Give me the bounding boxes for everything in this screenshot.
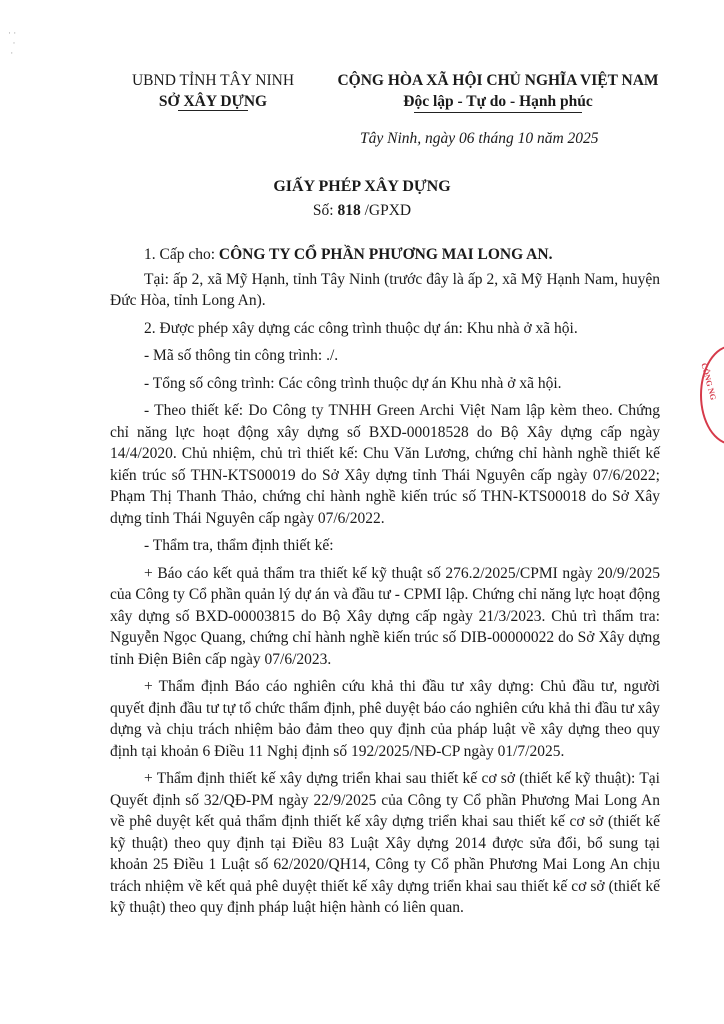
document-number <box>0 202 724 220</box>
company-name: CÔNG TY CỔ PHẦN PHƯƠNG MAI LONG AN. <box>218 246 553 263</box>
paragraph-technical-design-appraisal: + Thẩm định thiết kế xây dựng triển khai sau thiết kế cơ sở (thiết kế kỹ thuật): Tại Quyết định số 32/QĐ-PM ngày 22/9/2025 của Công ty Cổ phần Phương Mai Long An về phê duyệt kết quả thẩm định thiết kế xây dựng triển khai sau thiết kế cơ sở (thiết kế kỹ thuật) theo quy định tại Điều 83 Luật Xây dựng 2014 được sửa đổi, bổ sung tại khoản 25 Điều 1 Luật số 62/2020/QH14, Công ty Cổ phần Phương Mai Long An chịu trách nhiệm về kết quả phê duyệt thiết kế xây dựng triển khai sau thiết kế cơ sở (thiết kế kỹ thuật) theo quy định pháp luật hiện hành có liên quan. <box>110 770 660 916</box>
paragraph-permission: 2. Được phép xây dựng các công trình thuộc dự án: Khu nhà ở xã hội. <box>144 319 578 337</box>
department-name: SỞ XÂY DỰNG <box>158 93 268 110</box>
document-body <box>110 244 660 925</box>
paragraph-issued-to <box>110 244 660 266</box>
paragraph-feasibility-appraisal: + Thẩm định Báo cáo nghiên cứu khả thi đầu tư xây dựng: Chủ đầu tư, người quyết định đầu tư tự tổ chức thẩm định, phê duyệt báo cáo nghiên cứu khả thi đầu tư xây dựng và chịu trách nhiệm bảo đảm theo quy định của pháp luật về xây dựng theo quy định tại khoản 6 Điều 11 Nghị định số 192/2025/NĐ-CP ngày 01/7/2025. <box>110 678 660 760</box>
country-name: CỘNG HÒA XÃ HỘI CHỦ NGHĨA VIỆT NAM <box>337 72 659 89</box>
issue-date: Tây Ninh, ngày 06 tháng 10 năm 2025 <box>360 130 599 147</box>
paragraph-verification-report: + Báo cáo kết quả thẩm tra thiết kế kỹ thuật số 276.2/2025/CPMI ngày 20/9/2025 của Công ty Cổ phần quản lý dự án và đầu tư - CPMI lập. Chứng chỉ năng lực hoạt động xây dựng số BXD-00003815 do Bộ Xây dựng cấp ngày 21/3/2023. Chủ trì thẩm tra: Nguyễn Ngọc Quang, chứng chỉ hành nghề kiến trúc số DIB-00000022 do Sở Xây dựng tỉnh Điện Biên cấp ngày 07/6/2023. <box>110 564 660 668</box>
national-header <box>318 70 678 113</box>
issued-to-label: 1. Cấp cho: <box>144 246 219 263</box>
number-suffix: /GPXD <box>360 202 412 219</box>
document-title: GIẤY PHÉP XÂY DỰNG <box>273 178 451 195</box>
national-motto: Độc lập - Tự do - Hạnh phúc <box>403 93 593 110</box>
number-value: 818 <box>337 202 361 219</box>
paragraph-design: - Theo thiết kế: Do Công ty TNHH Green Archi Việt Nam lập kèm theo. Chứng chỉ năng lực hoạt động xây dựng số BXD-00018528 do Bộ Xây dựng cấp ngày 14/4/2020. Chủ nhiệm, chủ trì thiết kế: Chu Văn Lương, chứng chỉ hành nghề thiết kế kiến trúc số THN-KTS00019 do Sở Xây dựng tỉnh Thái Nguyên cấp ngày 07/6/2022; Phạm Thị Thanh Thảo, chứng chỉ hành nghề kiến trúc số THN-KTS00018 do Sở Xây dựng tỉnh Thái Nguyên cấp ngày 07/6/2022. <box>110 402 660 527</box>
issuing-authority <box>108 70 318 111</box>
paragraph-appraisal-heading: - Thẩm tra, thẩm định thiết kế: <box>144 537 334 554</box>
motto-underline <box>414 112 582 113</box>
paragraph-project-code: - Mã số thông tin công trình: ./. <box>144 347 339 364</box>
scan-speckles: · · · · <box>8 28 17 58</box>
seal-text: CÔNG NG <box>699 362 718 402</box>
paragraph-total-works: - Tổng số công trình: Các công trình thuộc dự án Khu nhà ở xã hội. <box>144 374 562 392</box>
paragraph-address: Tại: ấp 2, xã Mỹ Hạnh, tỉnh Tây Ninh (trước đây là ấp 2, xã Mỹ Hạnh Nam, huyện Đức Hòa, tỉnh Long An). <box>110 270 660 309</box>
number-prefix: Số: <box>312 202 338 219</box>
province-committee: UBND TỈNH TÂY NINH <box>131 72 295 89</box>
